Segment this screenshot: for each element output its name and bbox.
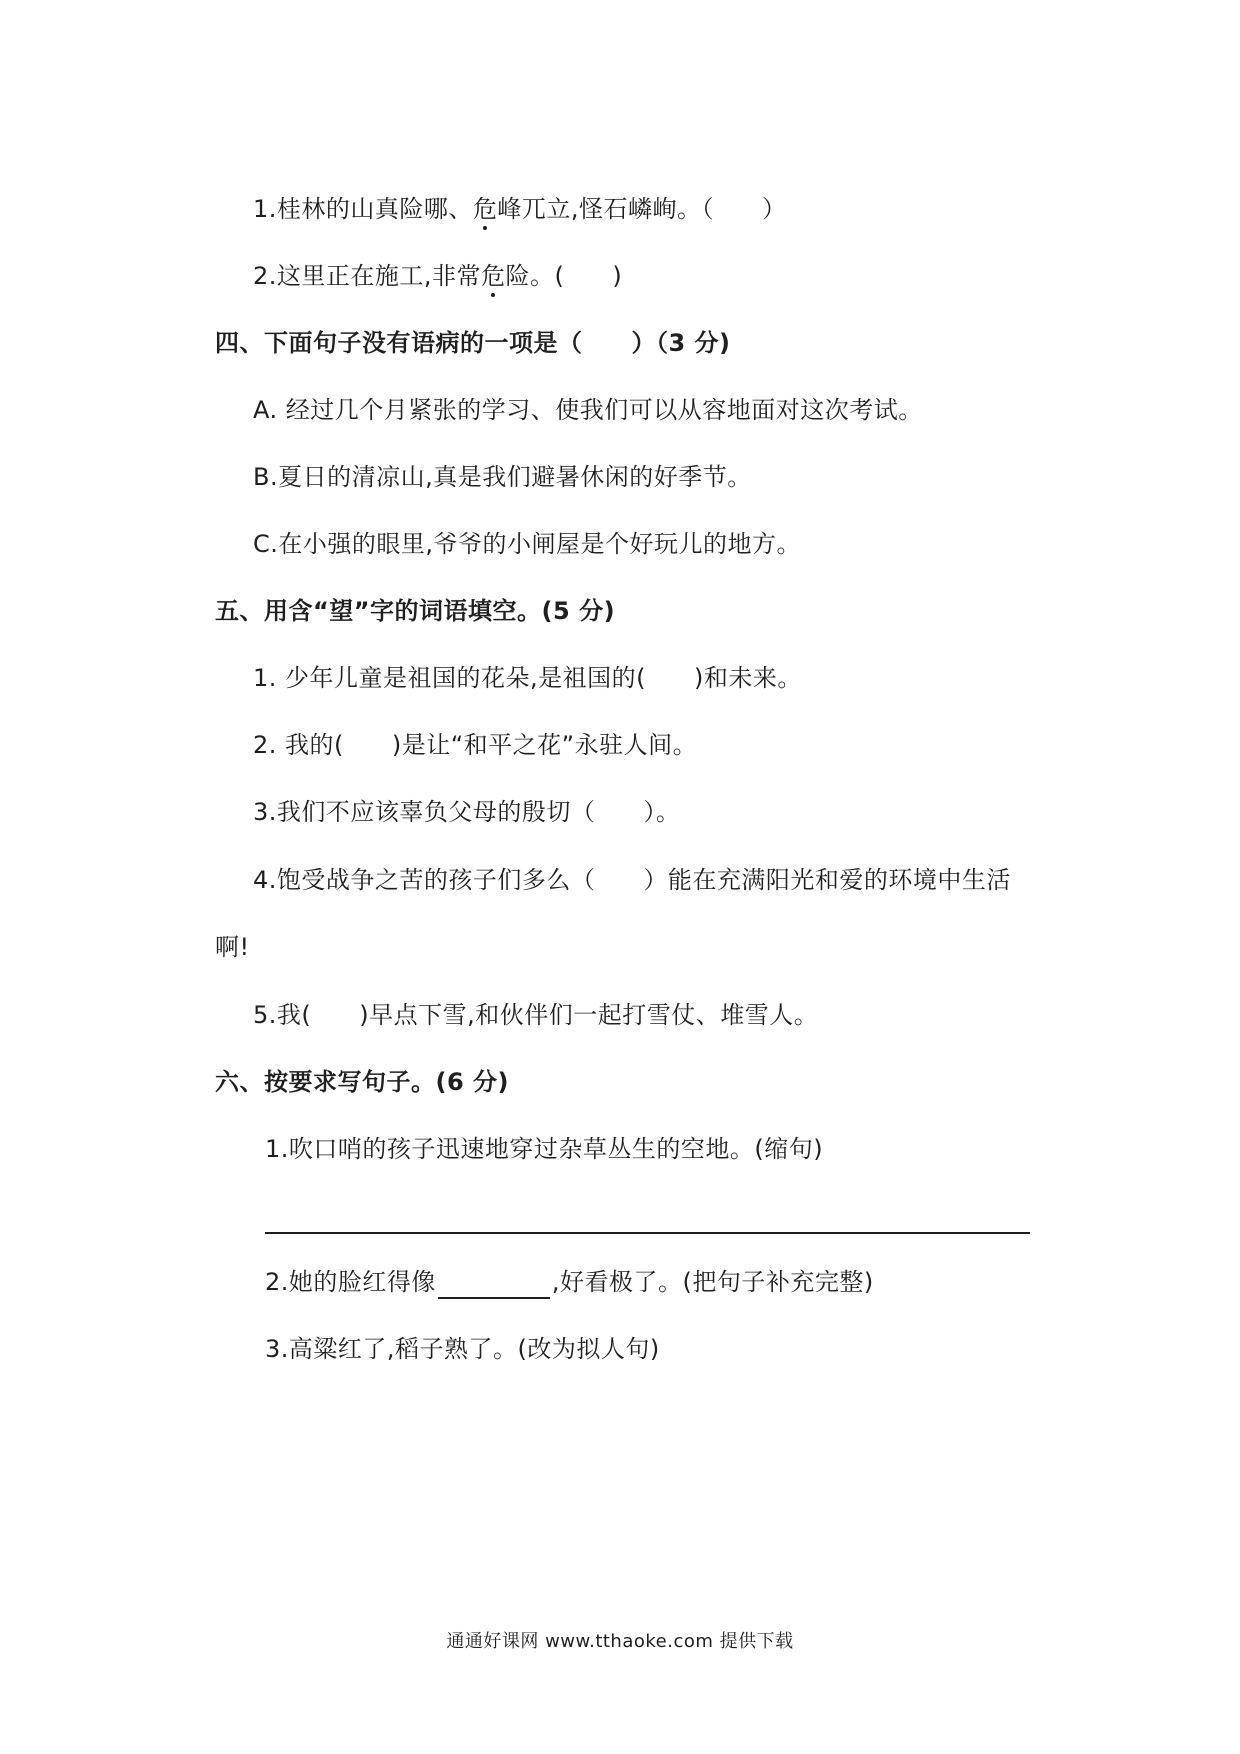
item-3-1: 1.桂林的山真险哪、危峰兀立,怪石嶙峋。（ ） [253,192,787,226]
item-6-1: 1.吹口哨的孩子迅速地穿过杂草丛生的空地。(缩句) [265,1135,824,1163]
item-5-5: 5.我( )早点下雪,和伙伴们一起打雪仗、堆雪人。 [253,1001,819,1029]
option-c: C.在小强的眼里,爷爷的小闸屋是个好玩儿的地方。 [253,530,802,558]
section-6-heading: 六、按要求写句子。(6 分) [215,1068,509,1096]
footer-credit: 通通好课网 www.tthaoke.com 提供下载 [446,1631,794,1652]
option-a: A. 经过几个月紧张的学习、使我们可以从容地面对这次考试。 [253,396,923,424]
item-5-1: 1. 少年儿童是祖国的花朵,是祖国的( )和未来。 [253,664,802,692]
item-3-2: 2.这里正在施工,非常危险。( ) [253,259,622,293]
emphasis-dot-char: 危 [481,259,506,293]
emphasis-dot-char: 危 [473,192,498,226]
item-5-2: 2. 我的( )是让“和平之花”永驻人间。 [253,731,698,759]
item-5-3: 3.我们不应该辜负父母的殷切（ ）。 [253,798,681,826]
item-5-4-continuation: 啊! [215,933,250,961]
fill-in-blank[interactable] [438,1269,550,1299]
option-b: B.夏日的清凉山,真是我们避暑休闲的好季节。 [253,463,752,491]
answer-line[interactable] [265,1232,1030,1234]
section-5-heading: 五、用含“望”字的词语填空。(5 分) [215,597,616,625]
item-6-3: 3.高粱红了,稻子熟了。(改为拟人句) [265,1335,660,1363]
section-4-heading: 四、下面句子没有语病的一项是（ ）（3 分) [215,329,731,357]
item-6-2: 2.她的脸红得像 ,好看极了。(把句子补充完整) [265,1265,874,1299]
item-5-4: 4.饱受战争之苦的孩子们多么（ ）能在充满阳光和爱的环境中生活 [253,866,1011,894]
